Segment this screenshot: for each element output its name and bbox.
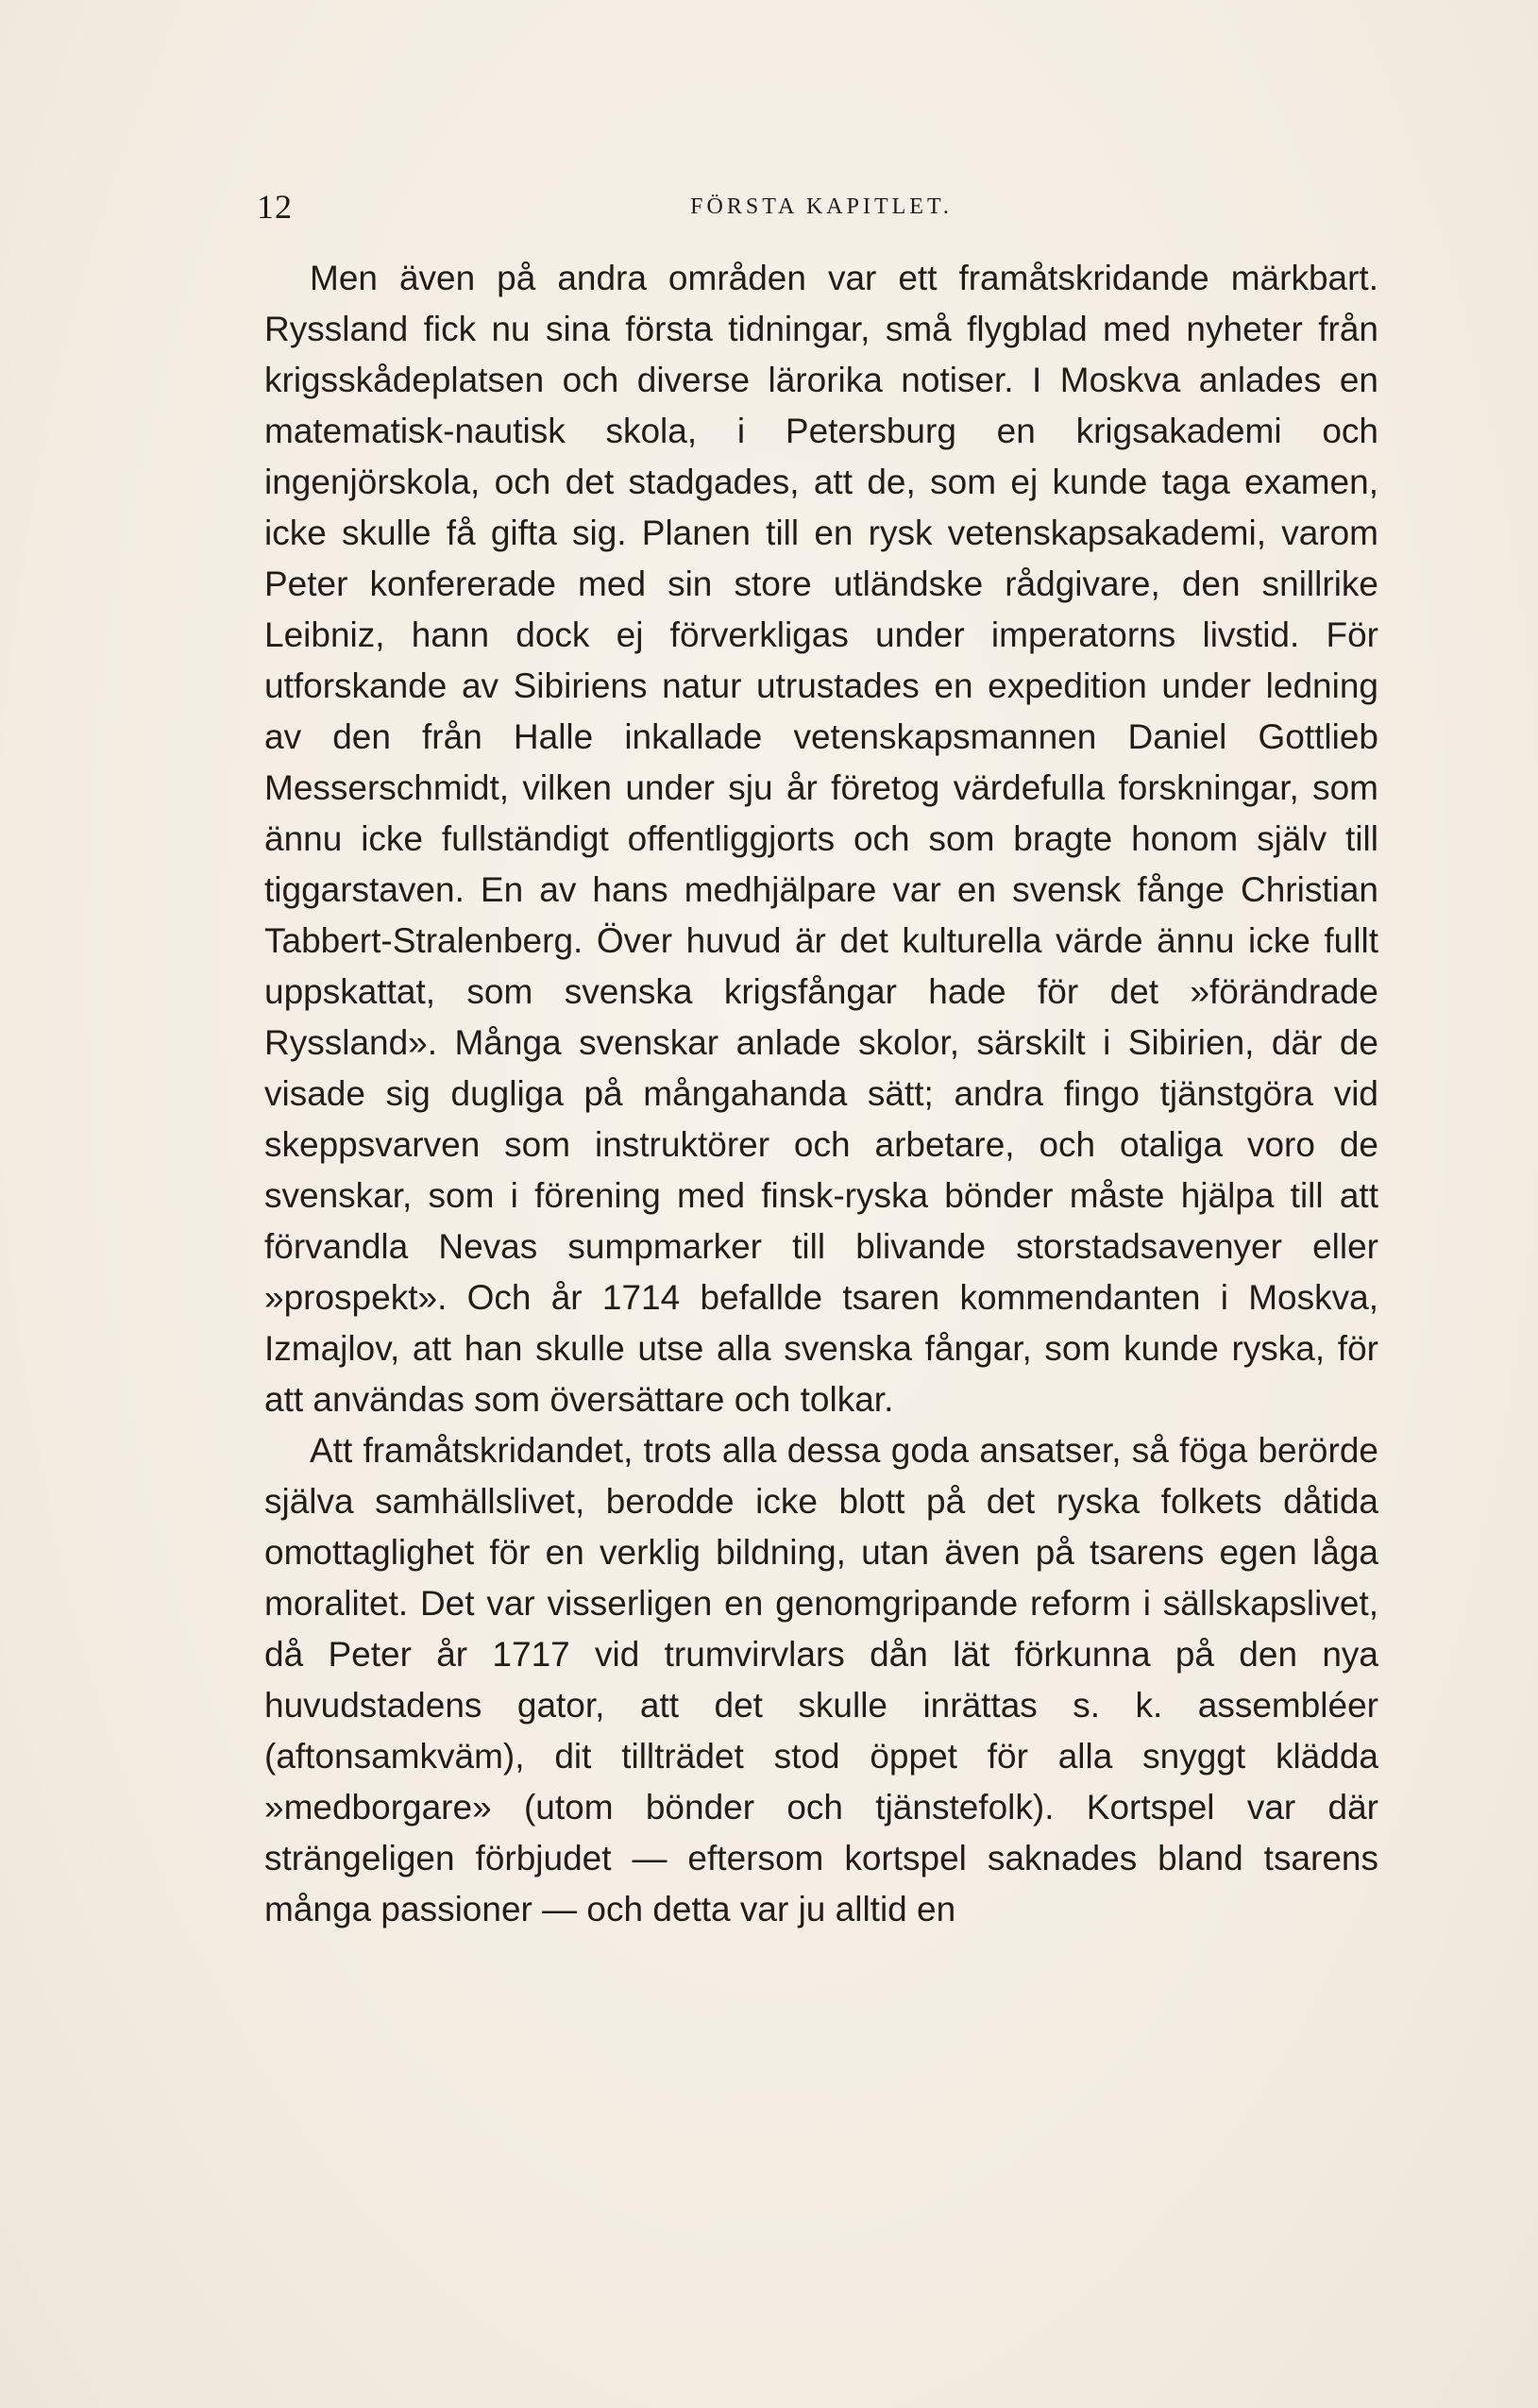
paragraph: Men även på andra områden var ett framåtskridande märkbart. Ryssland fick nu sina första tidningar, små flygblad med nyheter från krigsskådeplatsen och diverse lärorika notiser. I Moskva anlades en matematisk-nautisk skola, i Petersburg en krigsakademi och ingenjörskola, och det stadgades, att de, som ej kunde taga examen, icke skulle få gifta sig. Planen till en rysk vetenskapsakademi, varom Peter konfererade med sin store utländske rådgivare, den snillrike Leibniz, hann dock ej förverkligas under imperatorns livstid. För utforskande av Sibiriens natur utrustades en expedition under ledning av den från Halle inkallade vetenskapsmannen Daniel Gottlieb Messerschmidt, vilken under sju år företog värdefulla forskningar, som ännu icke fullständigt offentliggjorts och som bragte honom själv till tiggarstaven. En av hans medhjälpare var en svensk fånge Christian Tabbert-Stralenberg. Över huvud är det kulturella värde ännu icke fullt uppskattat, som svenska krigsfångar hade för det »förändrade Ryssland». Många svenskar anlade skolor, särskilt i Sibirien, där de visade sig dugliga på mångahanda sätt; andra fingo tjänstgöra vid skeppsvarven som instruktörer och arbetare, och otaliga voro de svenskar, som i förening med finsk-ryska bönder måste hjälpa till att förvandla Nevas sumpmarker till blivande storstadsavenyer eller »prospekt». Och år 1714 befallde tsaren kommendanten i Moskva, Izmajlov, att han skulle utse alla svenska fångar, som kunde ryska, för att användas som översättare och tolkar.	[264, 259, 1378, 1419]
running-head	[257, 187, 1386, 244]
body-text	[264, 253, 1378, 1935]
page-number: 12	[257, 188, 293, 226]
chapter-title: FÖRSTA KAPITLET.	[690, 194, 953, 219]
paragraph: Att framåtskridandet, trots alla dessa goda ansatser, så föga berörde själva samhällslivet, berodde icke blott på det ryska folkets dåtida omottaglighet för en verklig bildning, utan även på tsarens egen låga moralitet. Det var visserligen en genomgripande reform i sällskapslivet, då Peter år 1717 vid trumvirvlars dån lät förkunna på den nya huvudstadens gator, att det skulle inrättas s. k. assembléer (aftonsamkväm), dit tillträdet stod öppet för alla snyggt klädda »medborgare» (utom bönder och tjänstefolk). Kortspel var där strängeligen förbjudet — eftersom kortspel saknades bland tsarens många passioner — och detta var ju alltid en	[264, 1431, 1378, 1928]
